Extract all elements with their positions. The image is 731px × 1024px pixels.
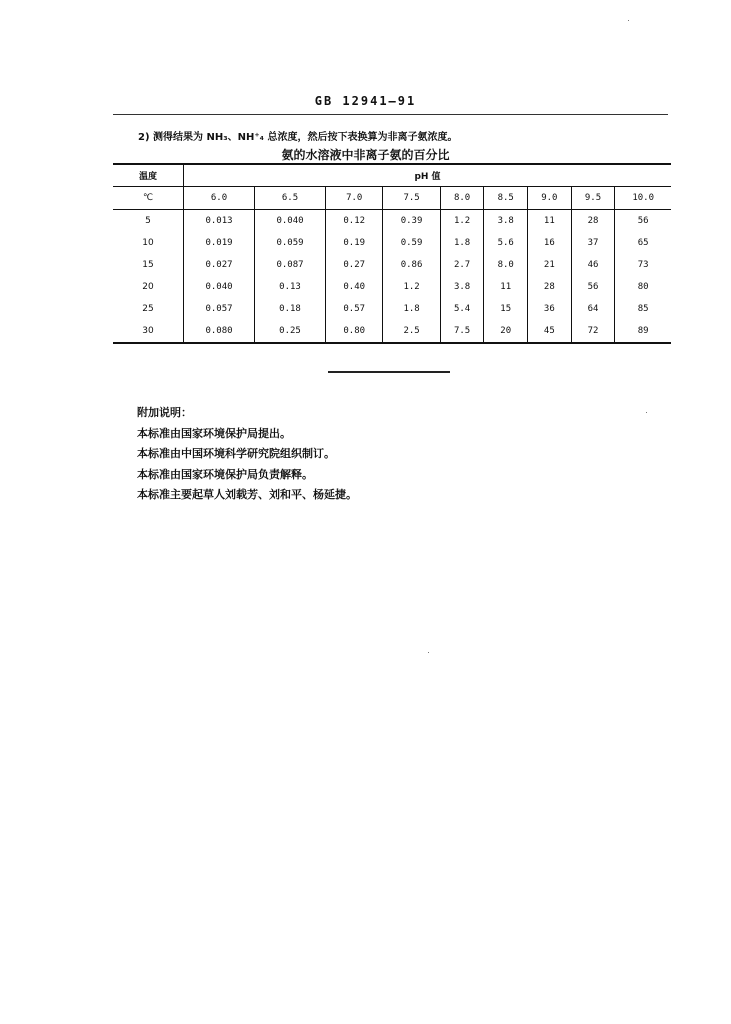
percentage-cell: 15 — [484, 298, 528, 320]
percentage-cell: 89 — [615, 320, 671, 343]
appendix-line: 本标准由中国环境科学研究院组织制订。 — [137, 447, 335, 460]
percentage-cell: 0.39 — [383, 210, 440, 233]
percentage-cell: 0.040 — [184, 276, 255, 298]
percentage-cell: 64 — [571, 298, 615, 320]
percentage-cell: 0.040 — [255, 210, 326, 233]
percentage-cell: 0.59 — [383, 232, 440, 254]
percentage-cell: 5.6 — [484, 232, 528, 254]
percentage-cell: 11 — [484, 276, 528, 298]
percentage-cell: 28 — [528, 276, 572, 298]
measurement-note: 2) 测得结果为 NH₃、NH⁺₄ 总浓度，然后按下表换算为非离子氨浓度。 — [138, 132, 458, 143]
percentage-cell: 0.57 — [326, 298, 383, 320]
temp-unit: ℃ — [113, 187, 184, 210]
percentage-cell: 56 — [571, 276, 615, 298]
table-row — [113, 320, 671, 343]
ph-value-header: 6.5 — [255, 187, 326, 210]
percentage-cell: 8.0 — [484, 254, 528, 276]
ph-value-header: 7.5 — [383, 187, 440, 210]
temperature-cell: 25 — [142, 304, 154, 314]
percentage-cell: 46 — [571, 254, 615, 276]
ph-value-header: 9.0 — [528, 187, 572, 210]
percentage-cell: 0.13 — [255, 276, 326, 298]
percentage-cell: 7.5 — [440, 320, 484, 343]
table-row — [113, 254, 671, 276]
percentage-cell: 0.19 — [326, 232, 383, 254]
percentage-cell: 28 — [571, 210, 615, 233]
percentage-cell: 1.8 — [383, 298, 440, 320]
standard-code: GB 12941—91 — [314, 94, 417, 108]
percentage-cell: 0.087 — [255, 254, 326, 276]
percentage-cell: 85 — [615, 298, 671, 320]
appendix-line: 本标准由国家环境保护局负责解释。 — [137, 467, 313, 481]
percentage-cell: 1.2 — [383, 276, 440, 298]
percentage-cell: 0.25 — [255, 320, 326, 343]
ph-value-header: 8.5 — [484, 187, 528, 210]
appendix-line: 本标准主要起草人刘载芳、刘和平、杨延捷。 — [137, 488, 357, 501]
ammonia-table — [113, 163, 671, 344]
end-rule — [328, 371, 450, 373]
percentage-cell: 2.7 — [440, 254, 484, 276]
ph-value-header: 6.0 — [184, 187, 255, 210]
temperature-cell: 20 — [142, 282, 154, 292]
scan-speck — [628, 20, 629, 21]
percentage-cell: 36 — [528, 298, 572, 320]
percentage-cell: 0.40 — [326, 276, 383, 298]
ph-value-header: 9.5 — [571, 187, 615, 210]
ph-value-header: 10.0 — [615, 187, 671, 210]
percentage-cell: 5.4 — [440, 298, 484, 320]
percentage-cell: 72 — [571, 320, 615, 343]
percentage-cell: 16 — [528, 232, 572, 254]
table-title: 氨的水溶液中非离子氨的百分比 — [281, 148, 450, 162]
percentage-cell: 0.12 — [326, 210, 383, 233]
header-rule — [113, 114, 668, 115]
percentage-cell: 0.18 — [255, 298, 326, 320]
temperature-cell: 15 — [142, 260, 154, 270]
percentage-cell: 56 — [615, 210, 671, 233]
percentage-cell: 0.059 — [255, 232, 326, 254]
percentage-cell: 45 — [528, 320, 572, 343]
percentage-cell: 0.27 — [326, 254, 383, 276]
percentage-cell: 65 — [615, 232, 671, 254]
table-row — [113, 232, 671, 254]
percentage-cell: 37 — [571, 232, 615, 254]
temp-header: 温度 — [113, 164, 184, 187]
scan-speck — [646, 412, 647, 413]
percentage-cell: 21 — [528, 254, 572, 276]
percentage-cell: 0.013 — [184, 210, 255, 233]
appendix-title: 附加说明： — [137, 406, 192, 419]
percentage-cell: 80 — [615, 276, 671, 298]
percentage-cell: 3.8 — [440, 276, 484, 298]
percentage-cell: 20 — [484, 320, 528, 343]
percentage-cell: 73 — [615, 254, 671, 276]
ph-value-header: 7.0 — [326, 187, 383, 210]
percentage-cell: 2.5 — [383, 320, 440, 343]
percentage-cell: 0.057 — [184, 298, 255, 320]
percentage-cell: 1.8 — [440, 232, 484, 254]
ph-header: pH 值 — [184, 164, 672, 187]
scan-speck — [428, 652, 429, 653]
percentage-cell: 0.86 — [383, 254, 440, 276]
table-row — [113, 298, 671, 320]
appendix — [137, 403, 357, 506]
temperature-cell: 5 — [145, 216, 151, 226]
temperature-cell: 30 — [113, 320, 184, 343]
appendix-line: 本标准由国家环境保护局提出。 — [137, 426, 291, 440]
percentage-cell: 0.80 — [326, 320, 383, 343]
temperature-cell: 10 — [142, 238, 154, 248]
table-row — [113, 210, 671, 233]
percentage-cell: 1.2 — [440, 210, 484, 233]
table-row — [113, 276, 671, 298]
percentage-cell: 0.019 — [184, 232, 255, 254]
percentage-cell: 11 — [528, 210, 572, 233]
ph-value-header: 8.0 — [440, 187, 484, 210]
percentage-cell: 3.8 — [484, 210, 528, 233]
percentage-cell: 0.080 — [184, 320, 255, 343]
percentage-cell: 0.027 — [184, 254, 255, 276]
